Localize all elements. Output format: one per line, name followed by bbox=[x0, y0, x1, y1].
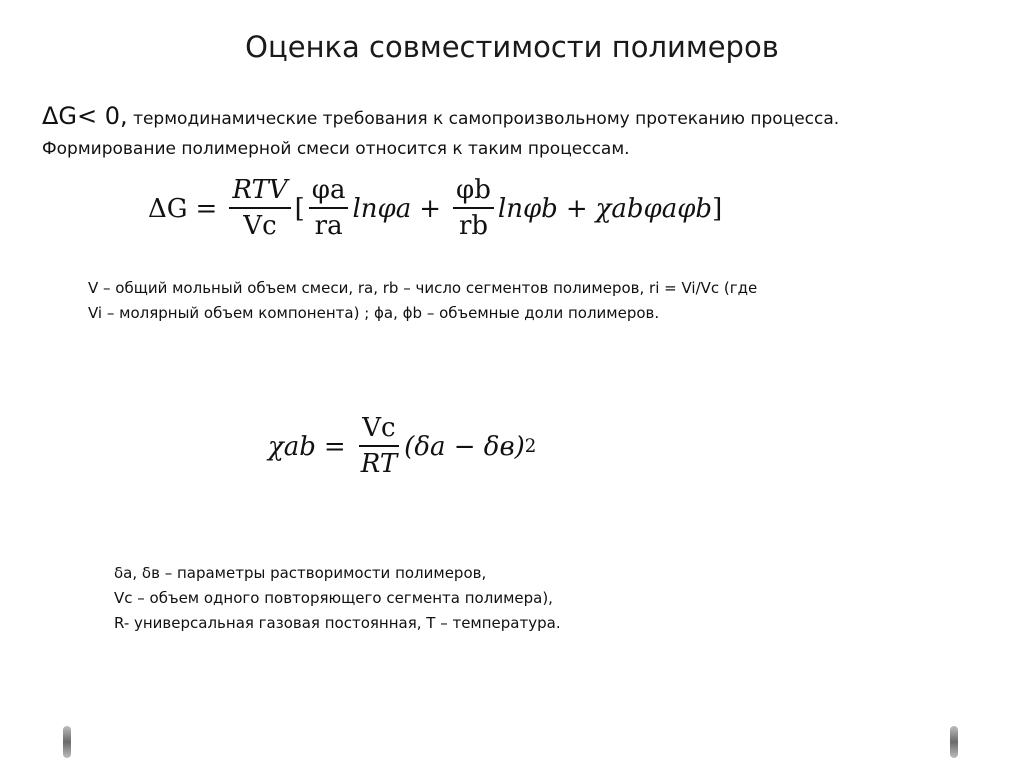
note1-line-1: V – общий мольный объем смеси, ra, rb – число сегментов полимеров, ri = Vi/Vc (где bbox=[88, 279, 758, 297]
eq1-ln-a: lnφa bbox=[352, 193, 412, 224]
slide-title: Оценка совместимости полимеров bbox=[245, 30, 779, 64]
intro-line-1-rest: термодинамические требования к самопроизвольному протеканию процесса. bbox=[133, 109, 840, 129]
intro-line-2: Формирование полимерной смеси относится к таким процессам. bbox=[42, 139, 630, 159]
intro-line-1 bbox=[42, 100, 1002, 135]
eq1-term-a-den: ra bbox=[314, 210, 343, 241]
gibbs-equation bbox=[148, 176, 722, 242]
eq1-term-b-fraction bbox=[453, 176, 494, 242]
eq1-open-bracket: [ bbox=[294, 193, 305, 224]
eq1-prefactor-num: RTV bbox=[229, 176, 290, 209]
eq1-term-a-fraction bbox=[309, 176, 349, 242]
eq1-lhs: ΔG bbox=[148, 193, 188, 224]
note2-line-3: R- универсальная газовая постоянная, Т – температура. bbox=[114, 614, 561, 632]
eq1-equals: = bbox=[195, 193, 218, 224]
eq2-num: Vc bbox=[359, 414, 398, 447]
definitions-note-2 bbox=[114, 561, 561, 636]
note1-line-2: Vi – молярный объем компонента) ; ϕa, ϕb – объемные доли полимеров. bbox=[88, 304, 660, 322]
note2-line-2: Vс – объем одного повторяющего сегмента полимера), bbox=[114, 589, 553, 607]
note2-line-1: δа, δв – параметры растворимости полимеров, bbox=[114, 564, 487, 582]
left-nav-handle[interactable] bbox=[63, 726, 71, 758]
eq1-term-b-den: rb bbox=[458, 210, 489, 241]
eq1-plus-1: + bbox=[419, 193, 442, 224]
eq1-interaction-term: χabφaφb bbox=[595, 193, 713, 224]
eq1-prefactor-den: Vc bbox=[243, 210, 277, 241]
eq1-close-bracket: ] bbox=[712, 193, 723, 224]
right-nav-handle[interactable] bbox=[950, 726, 958, 758]
eq1-prefactor-fraction bbox=[229, 176, 290, 242]
eq2-paren: (δа − δв) bbox=[404, 431, 525, 462]
condition-text: ΔG< 0, bbox=[42, 102, 128, 130]
definitions-note-1 bbox=[88, 276, 757, 326]
eq1-term-a-num: φa bbox=[309, 176, 349, 209]
eq1-ln-b: lnφb bbox=[497, 193, 558, 224]
intro-text bbox=[42, 100, 1002, 163]
eq2-lhs: χab bbox=[268, 431, 316, 462]
eq1-plus-2: + bbox=[565, 193, 588, 224]
chi-equation bbox=[268, 414, 536, 480]
eq2-den: RT bbox=[360, 448, 398, 479]
eq2-exponent: 2 bbox=[524, 436, 537, 458]
eq1-term-b-num: φb bbox=[453, 176, 494, 209]
eq2-equals: = bbox=[323, 431, 346, 462]
eq2-fraction bbox=[358, 414, 400, 480]
